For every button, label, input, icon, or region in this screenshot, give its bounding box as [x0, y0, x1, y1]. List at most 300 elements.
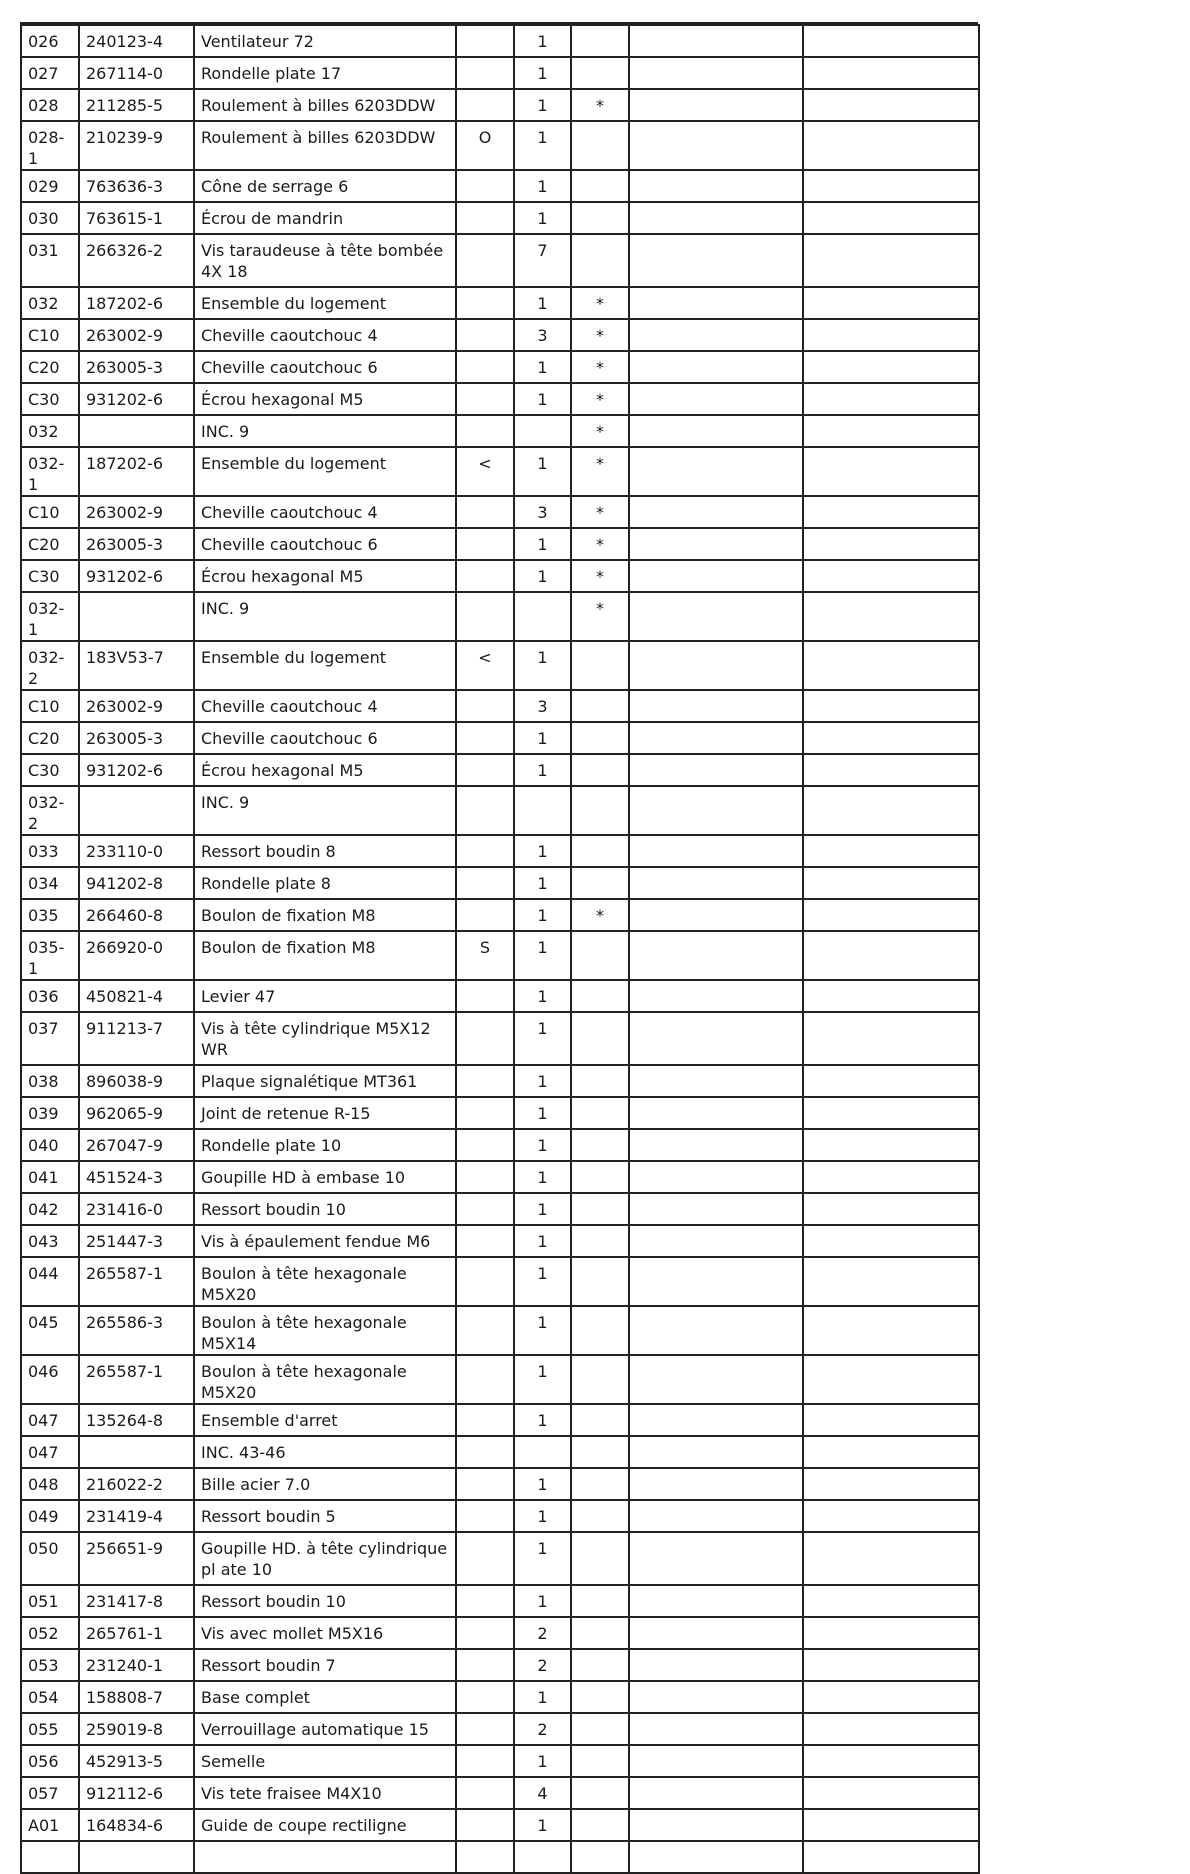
note-mark-cell — [571, 1065, 629, 1097]
empty-cell — [629, 786, 803, 835]
quantity-cell: 1 — [514, 899, 571, 931]
note-mark-cell — [571, 57, 629, 89]
empty-cell — [629, 592, 803, 641]
part-description-cell: Bille acier 7.0 — [194, 1468, 456, 1500]
note-mark-cell: * — [571, 496, 629, 528]
change-mark-cell: < — [456, 447, 514, 496]
part-description-cell: Rondelle plate 10 — [194, 1129, 456, 1161]
item-number-cell: 047 — [21, 1404, 79, 1436]
change-mark-cell — [456, 1468, 514, 1500]
table-row — [21, 1065, 979, 1097]
quantity-cell: 1 — [514, 1193, 571, 1225]
part-code-cell: 187202-6 — [79, 287, 194, 319]
item-number-cell: C20 — [21, 351, 79, 383]
change-mark-cell — [456, 383, 514, 415]
table-row — [21, 383, 979, 415]
note-mark-cell — [571, 641, 629, 690]
part-description-cell: Ressort boudin 5 — [194, 1500, 456, 1532]
item-number-cell: 031 — [21, 234, 79, 287]
empty-cell — [629, 89, 803, 121]
empty-cell — [629, 1306, 803, 1355]
quantity-cell: 1 — [514, 383, 571, 415]
part-description-cell: Verrouillage automatique 15 — [194, 1713, 456, 1745]
empty-cell — [803, 1681, 979, 1713]
quantity-cell: 4 — [514, 1777, 571, 1809]
empty-cell — [803, 722, 979, 754]
item-number-cell: 049 — [21, 1500, 79, 1532]
part-description-cell: Ensemble du logement — [194, 641, 456, 690]
part-code-cell: 158808-7 — [79, 1681, 194, 1713]
empty-cell — [629, 202, 803, 234]
change-mark-cell — [456, 1161, 514, 1193]
table-row — [21, 287, 979, 319]
change-mark-cell — [456, 1355, 514, 1404]
note-mark-cell: * — [571, 899, 629, 931]
empty-cell — [629, 722, 803, 754]
table-row — [21, 592, 979, 641]
table-row — [21, 447, 979, 496]
part-description-cell: Ensemble d'arret — [194, 1404, 456, 1436]
empty-cell — [629, 754, 803, 786]
note-mark-cell — [571, 722, 629, 754]
part-code-cell: 263005-3 — [79, 351, 194, 383]
table-row — [21, 1841, 979, 1873]
item-number-cell — [21, 1841, 79, 1873]
empty-cell — [629, 1129, 803, 1161]
note-mark-cell — [571, 1617, 629, 1649]
table-row — [21, 496, 979, 528]
part-description-cell: Écrou hexagonal M5 — [194, 383, 456, 415]
empty-cell — [629, 1436, 803, 1468]
part-code-cell: 233110-0 — [79, 835, 194, 867]
table-row — [21, 1355, 979, 1404]
item-number-cell: 055 — [21, 1713, 79, 1745]
item-number-cell: 032 — [21, 415, 79, 447]
empty-cell — [629, 1257, 803, 1306]
table-row — [21, 1777, 979, 1809]
note-mark-cell — [571, 1745, 629, 1777]
empty-cell — [803, 1777, 979, 1809]
empty-cell — [629, 234, 803, 287]
note-mark-cell — [571, 1193, 629, 1225]
change-mark-cell — [456, 415, 514, 447]
empty-cell — [629, 1681, 803, 1713]
empty-cell — [629, 319, 803, 351]
empty-cell — [803, 1193, 979, 1225]
quantity-cell — [514, 1436, 571, 1468]
empty-cell — [803, 202, 979, 234]
empty-cell — [803, 319, 979, 351]
part-code-cell: 931202-6 — [79, 754, 194, 786]
change-mark-cell — [456, 287, 514, 319]
table-row — [21, 202, 979, 234]
table-row — [21, 641, 979, 690]
item-number-cell: 054 — [21, 1681, 79, 1713]
part-code-cell: 451524-3 — [79, 1161, 194, 1193]
empty-cell — [803, 1809, 979, 1841]
quantity-cell: 1 — [514, 1585, 571, 1617]
note-mark-cell — [571, 1436, 629, 1468]
table-row — [21, 1129, 979, 1161]
note-mark-cell — [571, 1681, 629, 1713]
table-row — [21, 89, 979, 121]
quantity-cell: 3 — [514, 319, 571, 351]
empty-cell — [629, 1713, 803, 1745]
part-code-cell: 763636-3 — [79, 170, 194, 202]
empty-cell — [629, 1012, 803, 1065]
part-code-cell: 265587-1 — [79, 1257, 194, 1306]
change-mark-cell — [456, 560, 514, 592]
quantity-cell: 1 — [514, 1012, 571, 1065]
item-number-cell: 042 — [21, 1193, 79, 1225]
part-code-cell — [79, 592, 194, 641]
part-description-cell: Écrou hexagonal M5 — [194, 754, 456, 786]
part-code-cell: 240123-4 — [79, 25, 194, 57]
empty-cell — [629, 835, 803, 867]
quantity-cell: 1 — [514, 1257, 571, 1306]
note-mark-cell — [571, 202, 629, 234]
change-mark-cell — [456, 899, 514, 931]
table-row — [21, 1193, 979, 1225]
part-description-cell: INC. 9 — [194, 786, 456, 835]
empty-cell — [629, 1777, 803, 1809]
empty-cell — [803, 835, 979, 867]
part-code-cell: 931202-6 — [79, 560, 194, 592]
part-description-cell: Vis avec mollet M5X16 — [194, 1617, 456, 1649]
change-mark-cell — [456, 1745, 514, 1777]
quantity-cell: 1 — [514, 560, 571, 592]
quantity-cell: 1 — [514, 447, 571, 496]
change-mark-cell — [456, 1809, 514, 1841]
table-row — [21, 867, 979, 899]
item-number-cell: 027 — [21, 57, 79, 89]
change-mark-cell — [456, 1012, 514, 1065]
item-number-cell: 026 — [21, 25, 79, 57]
change-mark-cell — [456, 1404, 514, 1436]
part-description-cell: Boulon de fixation M8 — [194, 899, 456, 931]
parts-table-body — [21, 25, 979, 1873]
empty-cell — [803, 496, 979, 528]
part-description-cell: INC. 9 — [194, 415, 456, 447]
note-mark-cell: * — [571, 592, 629, 641]
empty-cell — [803, 1225, 979, 1257]
change-mark-cell — [456, 89, 514, 121]
part-description-cell: Boulon à tête hexagonale M5X14 — [194, 1306, 456, 1355]
part-code-cell: 266460-8 — [79, 899, 194, 931]
change-mark-cell: O — [456, 121, 514, 170]
change-mark-cell — [456, 1193, 514, 1225]
item-number-cell: C10 — [21, 319, 79, 351]
part-description-cell: Ressort boudin 8 — [194, 835, 456, 867]
note-mark-cell — [571, 1500, 629, 1532]
note-mark-cell — [571, 1841, 629, 1873]
item-number-cell: 057 — [21, 1777, 79, 1809]
part-code-cell: 210239-9 — [79, 121, 194, 170]
empty-cell — [629, 57, 803, 89]
item-number-cell: 030 — [21, 202, 79, 234]
note-mark-cell — [571, 1355, 629, 1404]
item-number-cell: 045 — [21, 1306, 79, 1355]
change-mark-cell — [456, 980, 514, 1012]
part-code-cell: 941202-8 — [79, 867, 194, 899]
empty-cell — [803, 1649, 979, 1681]
part-code-cell: 231416-0 — [79, 1193, 194, 1225]
note-mark-cell — [571, 1713, 629, 1745]
quantity-cell: 1 — [514, 1097, 571, 1129]
empty-cell — [629, 170, 803, 202]
quantity-cell: 1 — [514, 931, 571, 980]
part-code-cell: 450821-4 — [79, 980, 194, 1012]
quantity-cell: 1 — [514, 25, 571, 57]
quantity-cell — [514, 786, 571, 835]
quantity-cell: 2 — [514, 1617, 571, 1649]
table-row — [21, 319, 979, 351]
empty-cell — [629, 1193, 803, 1225]
part-code-cell: 263005-3 — [79, 722, 194, 754]
quantity-cell: 1 — [514, 754, 571, 786]
empty-cell — [629, 351, 803, 383]
note-mark-cell — [571, 754, 629, 786]
empty-cell — [803, 1012, 979, 1065]
table-row — [21, 234, 979, 287]
item-number-cell: 035-1 — [21, 931, 79, 980]
change-mark-cell — [456, 1065, 514, 1097]
part-code-cell: 266326-2 — [79, 234, 194, 287]
item-number-cell: C20 — [21, 528, 79, 560]
table-row — [21, 1532, 979, 1585]
empty-cell — [629, 1355, 803, 1404]
item-number-cell: 043 — [21, 1225, 79, 1257]
empty-cell — [803, 528, 979, 560]
table-row — [21, 931, 979, 980]
empty-cell — [629, 1468, 803, 1500]
part-description-cell: Levier 47 — [194, 980, 456, 1012]
quantity-cell: 1 — [514, 170, 571, 202]
item-number-cell: 044 — [21, 1257, 79, 1306]
change-mark-cell — [456, 1257, 514, 1306]
change-mark-cell — [456, 1306, 514, 1355]
quantity-cell: 1 — [514, 287, 571, 319]
quantity-cell: 1 — [514, 1404, 571, 1436]
item-number-cell: C10 — [21, 690, 79, 722]
quantity-cell: 1 — [514, 1681, 571, 1713]
note-mark-cell: * — [571, 528, 629, 560]
parts-list-sheet — [20, 24, 978, 1874]
empty-cell — [803, 1713, 979, 1745]
part-description-cell: Ressort boudin 10 — [194, 1585, 456, 1617]
part-code-cell: 231240-1 — [79, 1649, 194, 1681]
part-description-cell: INC. 43-46 — [194, 1436, 456, 1468]
part-code-cell: 265587-1 — [79, 1355, 194, 1404]
note-mark-cell — [571, 1161, 629, 1193]
part-description-cell: Écrou hexagonal M5 — [194, 560, 456, 592]
empty-cell — [803, 786, 979, 835]
empty-cell — [629, 1404, 803, 1436]
part-code-cell: 266920-0 — [79, 931, 194, 980]
part-code-cell: 267114-0 — [79, 57, 194, 89]
note-mark-cell — [571, 1809, 629, 1841]
table-row — [21, 690, 979, 722]
quantity-cell: 1 — [514, 202, 571, 234]
part-description-cell: Goupille HD. à tête cylindrique pl ate 10 — [194, 1532, 456, 1585]
part-description-cell: INC. 9 — [194, 592, 456, 641]
empty-cell — [803, 1097, 979, 1129]
part-description-cell: Ressort boudin 7 — [194, 1649, 456, 1681]
note-mark-cell — [571, 1012, 629, 1065]
change-mark-cell — [456, 835, 514, 867]
note-mark-cell: * — [571, 351, 629, 383]
note-mark-cell — [571, 690, 629, 722]
empty-cell — [803, 1129, 979, 1161]
empty-cell — [803, 1585, 979, 1617]
part-code-cell: 962065-9 — [79, 1097, 194, 1129]
change-mark-cell — [456, 722, 514, 754]
empty-cell — [803, 1436, 979, 1468]
item-number-cell: 046 — [21, 1355, 79, 1404]
quantity-cell: 1 — [514, 722, 571, 754]
item-number-cell: 041 — [21, 1161, 79, 1193]
quantity-cell: 1 — [514, 1355, 571, 1404]
empty-cell — [803, 234, 979, 287]
note-mark-cell: * — [571, 447, 629, 496]
change-mark-cell — [456, 1777, 514, 1809]
item-number-cell: 032-2 — [21, 641, 79, 690]
note-mark-cell — [571, 25, 629, 57]
part-description-cell: Rondelle plate 8 — [194, 867, 456, 899]
part-code-cell: 267047-9 — [79, 1129, 194, 1161]
note-mark-cell — [571, 1532, 629, 1585]
empty-cell — [803, 931, 979, 980]
item-number-cell: 037 — [21, 1012, 79, 1065]
empty-cell — [803, 592, 979, 641]
part-code-cell: 263002-9 — [79, 319, 194, 351]
empty-cell — [629, 641, 803, 690]
note-mark-cell — [571, 1257, 629, 1306]
empty-cell — [629, 415, 803, 447]
quantity-cell: 1 — [514, 121, 571, 170]
part-description-cell: Vis tete fraisee M4X10 — [194, 1777, 456, 1809]
part-code-cell — [79, 786, 194, 835]
quantity-cell: 1 — [514, 835, 571, 867]
table-row — [21, 754, 979, 786]
table-row — [21, 1257, 979, 1306]
item-number-cell: 052 — [21, 1617, 79, 1649]
change-mark-cell — [456, 1097, 514, 1129]
empty-cell — [629, 1500, 803, 1532]
parts-table — [20, 24, 980, 1874]
part-description-cell: Cheville caoutchouc 4 — [194, 319, 456, 351]
part-description-cell: Boulon à tête hexagonale M5X20 — [194, 1355, 456, 1404]
empty-cell — [803, 1841, 979, 1873]
empty-cell — [803, 1306, 979, 1355]
change-mark-cell — [456, 690, 514, 722]
quantity-cell: 3 — [514, 496, 571, 528]
note-mark-cell — [571, 1649, 629, 1681]
quantity-cell: 1 — [514, 1468, 571, 1500]
part-description-cell: Semelle — [194, 1745, 456, 1777]
part-code-cell: 187202-6 — [79, 447, 194, 496]
table-row — [21, 722, 979, 754]
change-mark-cell — [456, 1532, 514, 1585]
empty-cell — [803, 1404, 979, 1436]
part-description-cell: Cheville caoutchouc 4 — [194, 496, 456, 528]
part-description-cell: Boulon de fixation M8 — [194, 931, 456, 980]
item-number-cell: 048 — [21, 1468, 79, 1500]
empty-cell — [629, 1532, 803, 1585]
item-number-cell: C20 — [21, 722, 79, 754]
empty-cell — [803, 447, 979, 496]
part-description-cell: Plaque signalétique MT361 — [194, 1065, 456, 1097]
empty-cell — [803, 1161, 979, 1193]
table-row — [21, 121, 979, 170]
part-code-cell: 263005-3 — [79, 528, 194, 560]
change-mark-cell — [456, 234, 514, 287]
empty-cell — [629, 1161, 803, 1193]
table-row — [21, 1468, 979, 1500]
part-code-cell: 265761-1 — [79, 1617, 194, 1649]
empty-cell — [629, 1809, 803, 1841]
quantity-cell: 1 — [514, 1500, 571, 1532]
table-row — [21, 1745, 979, 1777]
change-mark-cell — [456, 496, 514, 528]
table-row — [21, 1649, 979, 1681]
table-row — [21, 1713, 979, 1745]
change-mark-cell — [456, 202, 514, 234]
note-mark-cell: * — [571, 415, 629, 447]
quantity-cell: 2 — [514, 1649, 571, 1681]
note-mark-cell: * — [571, 287, 629, 319]
empty-cell — [803, 1468, 979, 1500]
empty-cell — [629, 980, 803, 1012]
change-mark-cell — [456, 786, 514, 835]
part-code-cell: 135264-8 — [79, 1404, 194, 1436]
quantity-cell: 1 — [514, 1161, 571, 1193]
table-row — [21, 1585, 979, 1617]
change-mark-cell — [456, 170, 514, 202]
change-mark-cell — [456, 1681, 514, 1713]
empty-cell — [803, 57, 979, 89]
change-mark-cell — [456, 1585, 514, 1617]
item-number-cell: A01 — [21, 1809, 79, 1841]
part-description-cell: Ensemble du logement — [194, 447, 456, 496]
change-mark-cell — [456, 1617, 514, 1649]
item-number-cell: 035 — [21, 899, 79, 931]
change-mark-cell — [456, 592, 514, 641]
item-number-cell: 032 — [21, 287, 79, 319]
note-mark-cell — [571, 1225, 629, 1257]
item-number-cell: 039 — [21, 1097, 79, 1129]
item-number-cell: 053 — [21, 1649, 79, 1681]
quantity-cell: 1 — [514, 1065, 571, 1097]
empty-cell — [803, 25, 979, 57]
table-row — [21, 560, 979, 592]
note-mark-cell — [571, 121, 629, 170]
part-description-cell: Base complet — [194, 1681, 456, 1713]
part-code-cell — [79, 1841, 194, 1873]
item-number-cell: C30 — [21, 560, 79, 592]
change-mark-cell — [456, 1649, 514, 1681]
quantity-cell: 1 — [514, 1306, 571, 1355]
item-number-cell: C30 — [21, 383, 79, 415]
empty-cell — [803, 1355, 979, 1404]
note-mark-cell — [571, 1097, 629, 1129]
empty-cell — [803, 351, 979, 383]
part-code-cell: 256651-9 — [79, 1532, 194, 1585]
change-mark-cell: < — [456, 641, 514, 690]
empty-cell — [803, 641, 979, 690]
change-mark-cell — [456, 754, 514, 786]
part-description-cell: Cheville caoutchouc 6 — [194, 722, 456, 754]
